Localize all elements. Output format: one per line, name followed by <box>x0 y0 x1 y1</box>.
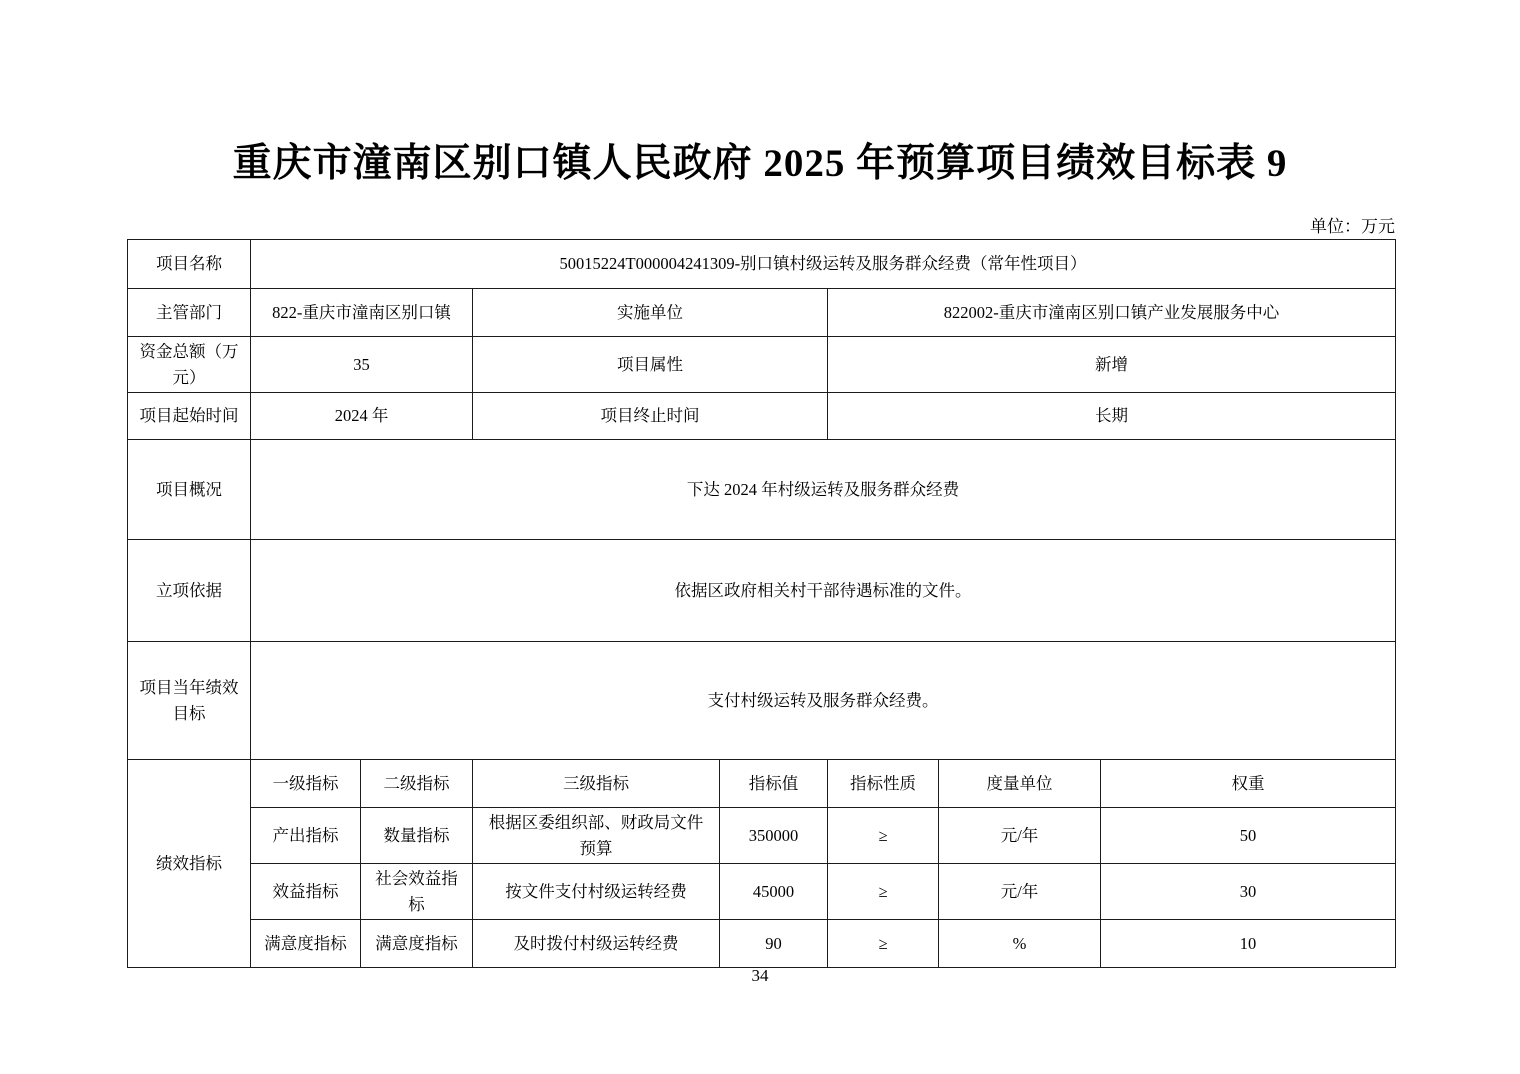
indicator-header-row <box>128 760 1396 808</box>
project-name-value: 50015224T000004241309-别口镇村级运转及服务群众经费（常年性项目） <box>251 240 1396 289</box>
start-time-value: 2024 年 <box>251 393 473 440</box>
indicator-row <box>128 920 1396 968</box>
indicator-weight: 30 <box>1101 864 1396 920</box>
indicator-nature: ≥ <box>828 808 939 864</box>
table-row <box>128 540 1396 642</box>
indicator-value: 90 <box>720 920 828 968</box>
col-header-weight: 权重 <box>1101 760 1396 808</box>
page-title: 重庆市潼南区别口镇人民政府 2025 年预算项目绩效目标表 9 <box>232 142 1288 185</box>
start-time-label: 项目起始时间 <box>128 393 251 440</box>
total-fund-value: 35 <box>251 337 473 393</box>
performance-target-table <box>127 239 1396 968</box>
overview-label: 项目概况 <box>128 440 251 540</box>
indicator-nature: ≥ <box>828 864 939 920</box>
dept-value: 822-重庆市潼南区别口镇 <box>251 289 473 337</box>
project-name-label: 项目名称 <box>128 240 251 289</box>
indicator-level2: 数量指标 <box>361 808 473 864</box>
col-header-level3: 三级指标 <box>473 760 720 808</box>
indicator-unit: % <box>939 920 1101 968</box>
indicator-level1: 产出指标 <box>251 808 361 864</box>
indicator-row <box>128 864 1396 920</box>
project-attr-value: 新增 <box>828 337 1396 393</box>
indicator-row <box>128 808 1396 864</box>
table-row <box>128 440 1396 540</box>
overview-value: 下达 2024 年村级运转及服务群众经费 <box>251 440 1396 540</box>
indicator-level2: 社会效益指标 <box>361 864 473 920</box>
indicator-level3: 及时拨付村级运转经费 <box>473 920 720 968</box>
end-time-label: 项目终止时间 <box>473 393 828 440</box>
project-attr-label: 项目属性 <box>473 337 828 393</box>
table-row <box>128 642 1396 760</box>
col-header-level1: 一级指标 <box>251 760 361 808</box>
indicator-weight: 50 <box>1101 808 1396 864</box>
end-time-value: 长期 <box>828 393 1396 440</box>
col-header-unit: 度量单位 <box>939 760 1101 808</box>
indicator-level1: 效益指标 <box>251 864 361 920</box>
annual-goal-label: 项目当年绩效目标 <box>128 642 251 760</box>
indicator-weight: 10 <box>1101 920 1396 968</box>
indicator-level3: 根据区委组织部、财政局文件预算 <box>473 808 720 864</box>
table-row <box>128 289 1396 337</box>
col-header-level2: 二级指标 <box>361 760 473 808</box>
page-number: 34 <box>751 966 769 985</box>
indicator-value: 350000 <box>720 808 828 864</box>
basis-label: 立项依据 <box>128 540 251 642</box>
indicator-nature: ≥ <box>828 920 939 968</box>
table-row <box>128 240 1396 289</box>
indicator-level1: 满意度指标 <box>251 920 361 968</box>
annual-goal-value: 支付村级运转及服务群众经费。 <box>251 642 1396 760</box>
total-fund-label: 资金总额（万元） <box>128 337 251 393</box>
table-row <box>128 337 1396 393</box>
indicator-value: 45000 <box>720 864 828 920</box>
col-header-nature: 指标性质 <box>828 760 939 808</box>
basis-value: 依据区政府相关村干部待遇标准的文件。 <box>251 540 1396 642</box>
impl-unit-label: 实施单位 <box>473 289 828 337</box>
unit-note: 单位：万元 <box>1310 217 1395 236</box>
impl-unit-value: 822002-重庆市潼南区别口镇产业发展服务中心 <box>828 289 1396 337</box>
table-row <box>128 393 1396 440</box>
indicator-unit: 元/年 <box>939 864 1101 920</box>
indicator-level3: 按文件支付村级运转经费 <box>473 864 720 920</box>
col-header-value: 指标值 <box>720 760 828 808</box>
indicator-level2: 满意度指标 <box>361 920 473 968</box>
indicator-section-label: 绩效指标 <box>128 760 251 968</box>
indicator-unit: 元/年 <box>939 808 1101 864</box>
dept-label: 主管部门 <box>128 289 251 337</box>
